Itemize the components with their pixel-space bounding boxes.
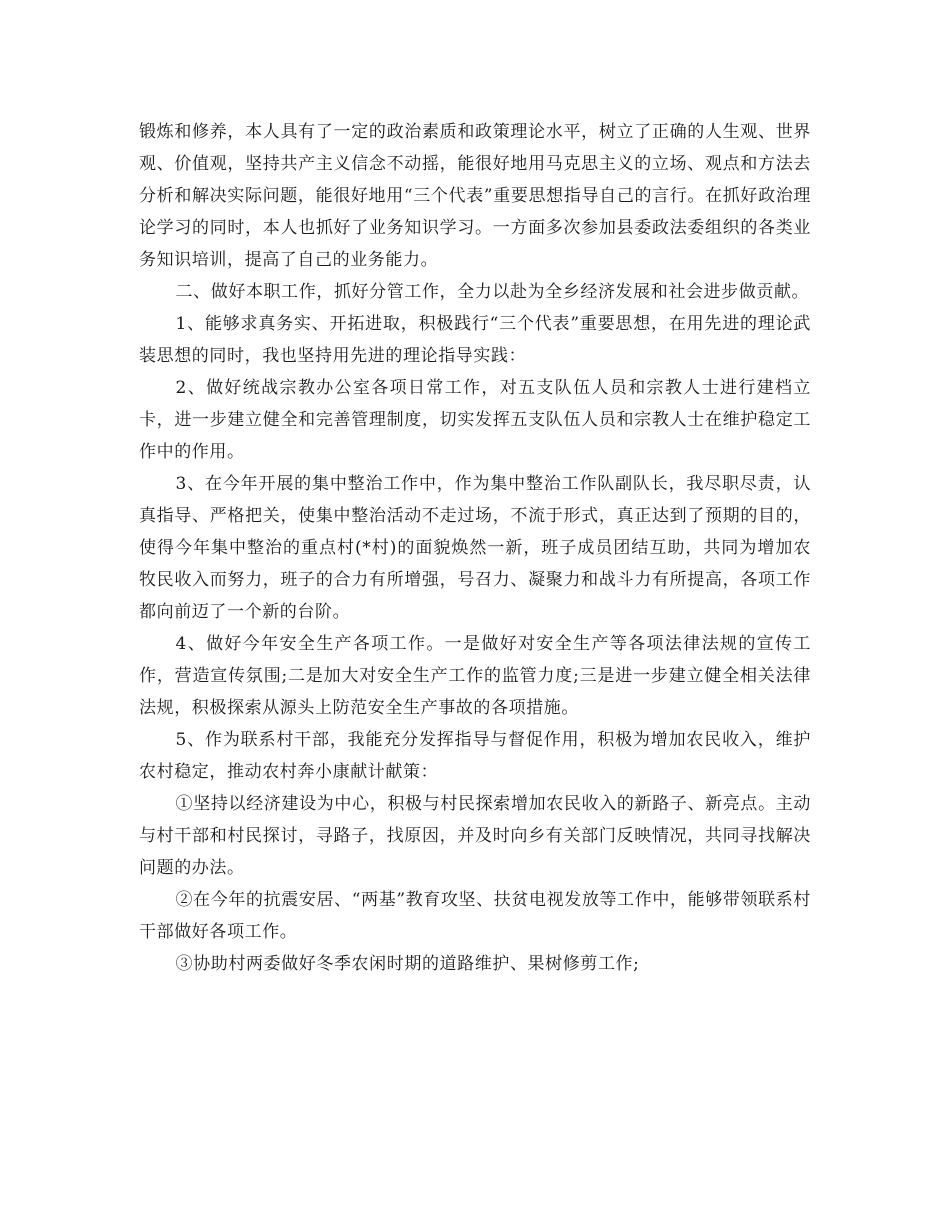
paragraph-7: 5、作为联系村干部，我能充分发挥指导与督促作用，积极为增加农民收入，维护农村稳定，推动农村奔小康献计献策： [139,730,811,782]
paragraph-6: 4、做好今年安全生产各项工作。一是做好对安全生产等各项法律法规的宣传工作，营造宣传氛围;二是加大对安全生产工作的监管力度;三是进一步建立健全相关法律法规，积极探索从源头上防范安全生产事故的各项措施。 [139,634,811,718]
paragraph-4: 2、做好统战宗教办公室各项日常工作，对五支队伍人员和宗教人士进行建档立卡，进一步建立健全和完善管理制度，切实发挥五支队伍人员和宗教人士在维护稳定工作中的作用。 [139,378,811,462]
paragraph-10: ③协助村两委做好冬季农闲时期的道路维护、果树修剪工作; [175,954,640,974]
paragraph-1: 锻炼和修养，本人具有了一定的政治素质和政策理论水平，树立了正确的人生观、世界观、价值观，坚持共产主义信念不动摇，能很好地用马克思主义的立场、观点和方法去分析和解决实际问题，能很好地用“三个代表”重要思想指导自己的言行。在抓好政治理论学习的同时，本人也抓好了业务知识学习。一方面多次参加县委政法委组织的各类业务知识培训，提高了自己的业务能力。 [139,122,811,270]
paragraph-3: 1、能够求真务实、开拓进取，积极践行“三个代表”重要思想，在用先进的理论武装思想的同时，我也坚持用先进的理论指导实践： [139,314,811,366]
paragraph-9: ②在今年的抗震安居、“两基”教育攻坚、扶贫电视发放等工作中，能够带领联系村干部做好各项工作。 [139,890,811,942]
paragraph-2: 二、做好本职工作，抓好分管工作，全力以赴为全乡经济发展和社会进步做贡献。 [175,282,810,302]
paragraph-5: 3、在今年开展的集中整治工作中，作为集中整治工作队副队长，我尽职尽责，认真指导、严格把关，使集中整治活动不走过场，不流于形式，真正达到了预期的目的，使得今年集中整治的重点村(*村)的面貌焕然一新，班子成员团结互助，共同为增加农牧民收入而努力，班子的合力有所增强，号召力、凝聚力和战斗力有所提高，各项工作都向前迈了一个新的台阶。 [139,474,811,622]
paragraph-8: ①坚持以经济建设为中心，积极与村民探索增加农民收入的新路子、新亮点。主动与村干部和村民探讨，寻路子，找原因，并及时向乡有关部门反映情况，共同寻找解决问题的办法。 [139,794,811,878]
document-body [139,116,811,980]
